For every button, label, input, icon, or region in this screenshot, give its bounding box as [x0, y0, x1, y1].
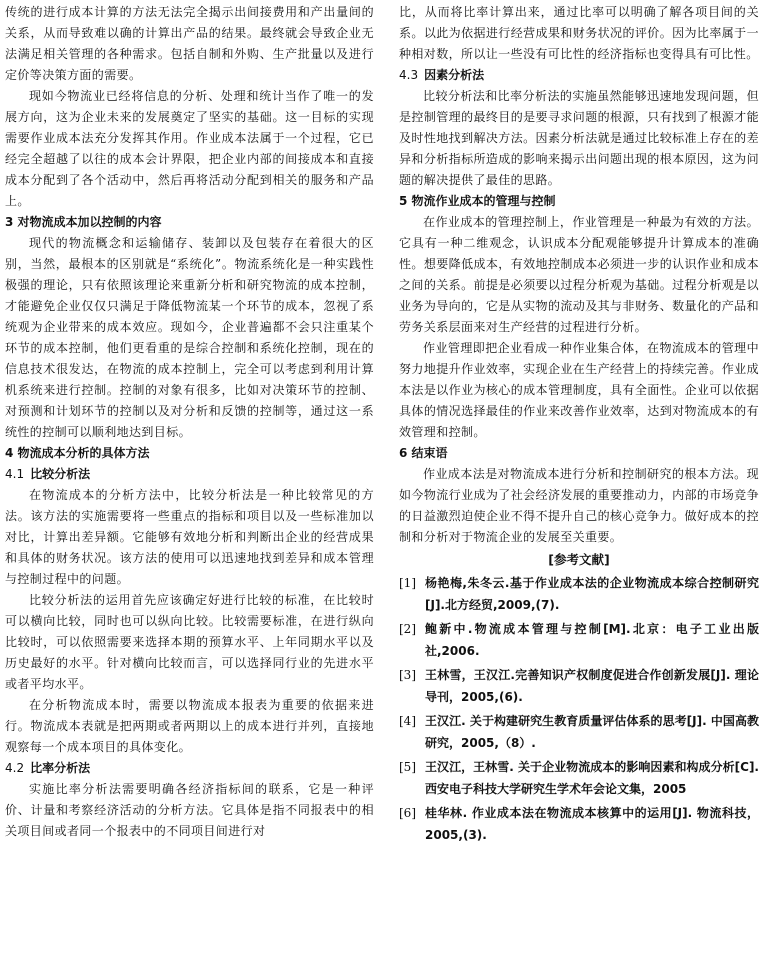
- reference-text: 鲍新中.物流成本管理与控制[M].北京：电子工业出版社,2006.: [425, 622, 759, 658]
- reference-number: [4]: [399, 714, 416, 728]
- body-paragraph: 在分析物流成本时，需要以物流成本报表为重要的依据来进行。物流成本表就是把两期或者两期以上的成本进行并列，直接地观察每一个成本项目的具体变化。: [5, 698, 374, 754]
- reference-item: [399, 756, 759, 800]
- subsection-number: 4.3: [399, 68, 419, 82]
- reference-number: [2]: [399, 622, 416, 636]
- right-column: [399, 2, 759, 848]
- section-heading-4: 4 物流成本分析的具体方法: [5, 446, 150, 460]
- subsection-number: 4.1: [5, 467, 25, 481]
- subsection-heading-4-1: [5, 464, 374, 485]
- body-paragraph: 传统的进行成本计算的方法无法完全揭示出间接费用和产出量间的关系，从而导致难以确的计算出产品的结果。最终就会导致企业无法满足相关管理的各种需求。包括自制和外购、生产批量以及进行定价等决策方面的需要。: [5, 5, 374, 82]
- subsection-number: 4.2: [5, 761, 25, 775]
- reference-number: [1]: [399, 576, 416, 590]
- subsection-heading-4-3: [399, 65, 759, 86]
- body-paragraph: 比，从而将比率计算出来，通过比率可以明确了解各项目间的关系。以此为依据进行经营成果和财务状况的评价。因为比率属于一种相对数，所以让一些没有可比性的经济指标也变得具有可比性。: [399, 5, 759, 61]
- subsection-title: 因素分析法: [424, 68, 485, 82]
- body-paragraph: 现如今物流业已经将信息的分析、处理和统计当作了唯一的发展方向，这为企业未来的发展奠定了坚实的基础。这一目标的实现需要作业成本法充分发挥其作用。作业成本法属于一个过程，它已经完全超越了以往的成本会计界限，把企业内部的间接成本和直接成本分配到了各个活动中，然后再将活动分配到相关的服务和产品上。: [5, 89, 374, 208]
- reference-list: [399, 572, 759, 846]
- section-heading-6: 6 结束语: [399, 446, 448, 460]
- subsection-title: 比较分析法: [30, 467, 91, 481]
- body-paragraph: 作业成本法是对物流成本进行分析和控制研究的根本方法。现如今物流行业成为了社会经济发展的重要推动力，内部的市场竞争的日益激烈迫使企业不得不提升自己的核心竞争力。做好成本的控制和分析对于物流企业的发展至关重要。: [399, 467, 759, 544]
- reference-text: 桂华林. 作业成本法在物流成本核算中的运用[J]. 物流科技，2005,(3).: [425, 806, 759, 842]
- subsection-heading-4-2: [5, 758, 374, 779]
- reference-number: [3]: [399, 668, 416, 682]
- body-paragraph: 作业管理即把企业看成一种作业集合体，在物流成本的管理中努力地提升作业效率，实现企业在生产经营上的持续完善。作业成本法是以作业为核心的成本管理制度，具有全面性。企业可以依据具体的情况选择最佳的作业来改善作业效率，达到对物流成本的有效管理和控制。: [399, 341, 759, 439]
- reference-item: [399, 618, 759, 662]
- reference-number: [6]: [399, 806, 416, 820]
- body-paragraph: 在物流成本的分析方法中，比较分析法是一种比较常见的方法。该方法的实施需要将一些重点的指标和项目以及一些标准加以对比，计算出差异额。它能够有效地分析和判断出企业的经营成果和具体的财务状况。该方法的使用可以迅速地找到差异和成本管理与控制过程中的问题。: [5, 488, 374, 586]
- references-title: [参考文献]: [548, 552, 610, 567]
- reference-item: [399, 710, 759, 754]
- body-paragraph: 比较分析法和比率分析法的实施虽然能够迅速地发现问题，但是控制管理的最终目的是要寻求问题的根源，只有找到了根源才能及时性地找到解决方法。因素分析法就是通过比较标准上存在的差异和分析指标所造成的影响来揭示出问题出现的根本原因，这为问题的解决提供了最佳的思路。: [399, 89, 759, 187]
- body-paragraph: 现代的物流概念和运输储存、装卸以及包装存在着很大的区别，当然，最根本的区别就是“系统化”。物流系统化是一种实践性极强的理论，只有依照该理论来重新分析和研究物流的成本控制，才能避免企业仅仅只满足于降低物流某一个环节的成本，忽视了系统观为企业带来的成本效应。现如今，企业普遍都不会只注重某个环节的成本控制，他们更看重的是综合控制和系统化控制，现在的信息技术很发达，在物流的成本控制上，完全可以考虑到利用计算机系统来进行控制。控制的对象有很多，比如对决策环节的控制、对预测和计划环节的控制以及对分析和反馈的控制等，通过这一系统性的控制可以顺利地达到目标。: [5, 236, 374, 439]
- reference-item: [399, 802, 759, 846]
- subsection-title: 比率分析法: [30, 761, 91, 775]
- reference-text: 杨艳梅,朱冬云.基于作业成本法的企业物流成本综合控制研究[J].北方经贸,2009,(7).: [425, 576, 759, 612]
- reference-number: [5]: [399, 760, 416, 774]
- section-heading-3: 3 对物流成本加以控制的内容: [5, 215, 162, 229]
- reference-text: 王林雪，王汉江.完善知识产权制度促进合作创新发展[J]. 理论导刊，2005,(6).: [425, 668, 759, 704]
- body-paragraph: 实施比率分析法需要明确各经济指标间的联系，它是一种评价、计量和考察经济活动的分析方法。它具体是指不同报表中的相关项目间或者同一个报表中的不同项目间进行对: [5, 782, 374, 838]
- body-paragraph: 比较分析法的运用首先应该确定好进行比较的标准，在比较时可以横向比较，同时也可以纵向比较。比较需要标准，在进行纵向比较时，可以依照需要来选择本期的预算水平、上年同期水平以及历史最好的水平。针对横向比较而言，可以选择同行业的先进水平或者平均水平。: [5, 593, 374, 691]
- body-paragraph: 在作业成本的管理控制上，作业管理是一种最为有效的方法。它具有一种二维观念，认识成本分配观能够提升计算成本的准确性。想要降低成本，有效地控制成本必须进一步的认识作业和成本之间的关系。前提是必须要以过程分析观为基础。过程分析观是以业务为导向的，它是从实物的流动及其与非财务、数量化的产品和劳务关系层面来对生产经营的过程进行分析。: [399, 215, 759, 334]
- section-heading-5: 5 物流作业成本的管理与控制: [399, 194, 556, 208]
- reference-item: [399, 664, 759, 708]
- reference-text: 王汉江，王林雪. 关于企业物流成本的影响因素和构成分析[C]. 西安电子科技大学研究生学术年会论文集，2005: [425, 760, 759, 796]
- reference-text: 王汉江. 关于构建研究生教育质量评估体系的思考[J]. 中国高教研究，2005,（8）.: [425, 714, 759, 750]
- reference-item: [399, 572, 759, 616]
- left-column: [5, 2, 374, 842]
